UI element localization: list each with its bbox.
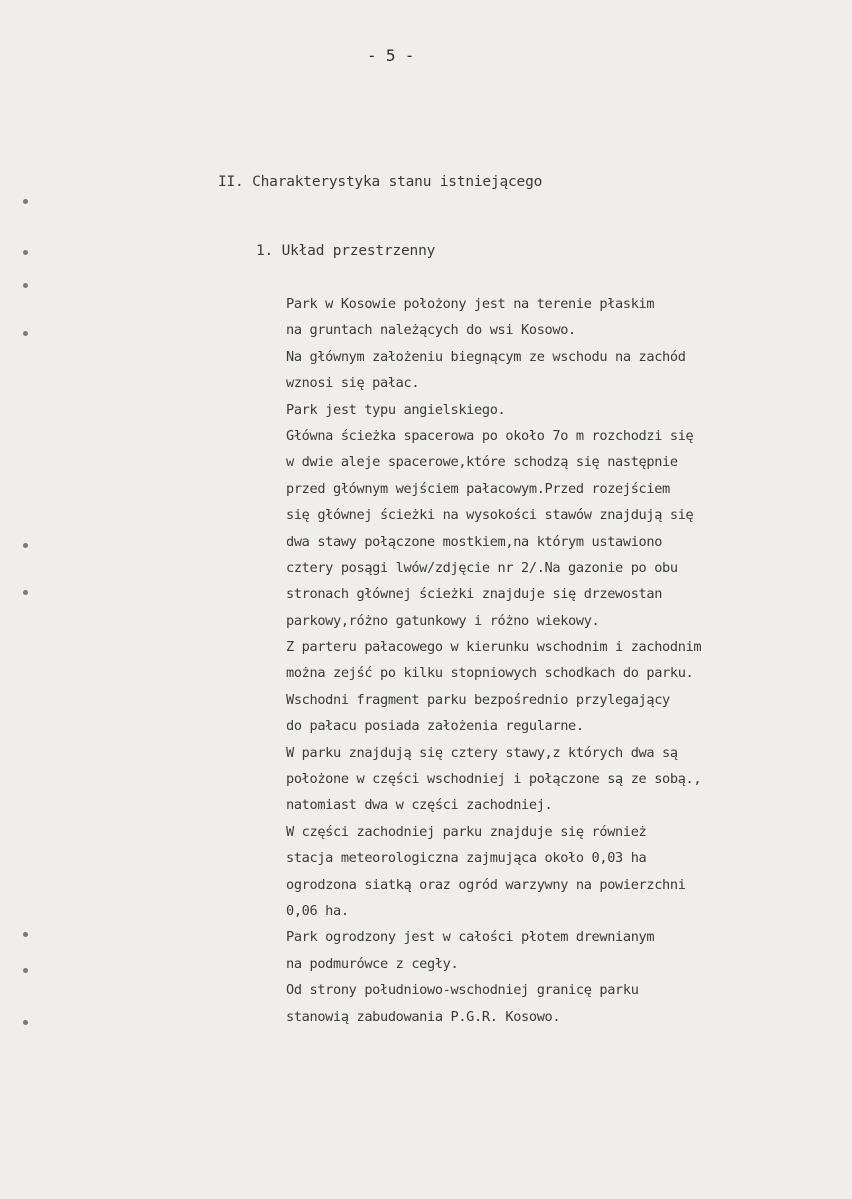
body-paragraph — [286, 291, 701, 1030]
text-line: W części zachodniej parku znajduje się również — [286, 823, 647, 840]
text-line: parkowy,różno gatunkowy i różno wiekowy. — [286, 612, 600, 629]
page-number: - 5 - — [367, 46, 415, 65]
text-line: natomiast dwa w części zachodniej. — [286, 797, 553, 814]
text-line: W parku znajdują się cztery stawy,z których dwa są — [286, 744, 678, 761]
text-line: na podmurówce z cegły. — [286, 955, 459, 972]
punch-mark — [23, 543, 28, 548]
text-line: cztery posągi lwów/zdjęcie nr 2/.Na gazonie po obu — [286, 559, 678, 576]
text-line: się głównej ścieżki na wysokości stawów znajdują się — [286, 507, 694, 524]
punch-mark — [23, 590, 28, 595]
text-line: Park jest typu angielskiego. — [286, 401, 506, 418]
text-line: na gruntach należących do wsi Kosowo. — [286, 322, 576, 339]
subsection-heading: 1. Układ przestrzenny — [256, 243, 436, 259]
text-line: wznosi się pałac. — [286, 375, 420, 392]
text-line: Na głównym założeniu biegnącym ze wschodu na zachód — [286, 348, 686, 365]
text-line: ogrodzona siatką oraz ogród warzywny na powierzchni — [286, 876, 686, 893]
text-line: stanowią zabudowania P.G.R. Kosowo. — [286, 1008, 561, 1025]
punch-mark — [23, 932, 28, 937]
punch-mark — [23, 199, 28, 204]
text-line: Park w Kosowie położony jest na terenie płaskim — [286, 296, 655, 312]
text-line: Park ogrodzony jest w całości płotem drewnianym — [286, 929, 655, 946]
punch-mark — [23, 250, 28, 255]
text-line: przed głównym wejściem pałacowym.Przed rozejściem — [286, 480, 670, 497]
text-line: stronach głównej ścieżki znajduje się drzewostan — [286, 586, 663, 603]
punch-mark — [23, 283, 28, 288]
text-line: Wschodni fragment parku bezpośrednio przylegający — [286, 691, 670, 708]
text-line: Główna ścieżka spacerowa po około 7o m rozchodzi się — [286, 427, 694, 444]
text-line: w dwie aleje spacerowe,które schodzą się następnie — [286, 454, 678, 471]
text-line: 0,06 ha. — [286, 902, 349, 919]
punch-mark — [23, 968, 28, 973]
text-line: położone w części wschodniej i połączone są ze sobą., — [286, 771, 702, 788]
punch-mark — [23, 1020, 28, 1025]
text-line: dwa stawy połączone mostkiem,na którym ustawiono — [286, 533, 663, 550]
text-line: Od strony południowo-wschodniej granicę parku — [286, 982, 639, 999]
text-line: Z parteru pałacowego w kierunku wschodnim i zachodnim — [286, 639, 702, 656]
text-line: do pałacu posiada założenia regularne. — [286, 718, 584, 735]
text-line: stacja meteorologiczna zajmująca około 0,03 ha — [286, 850, 647, 867]
punch-mark — [23, 331, 28, 336]
text-line: można zejść po kilku stopniowych schodkach do parku. — [286, 665, 694, 682]
section-heading: II. Charakterystyka stanu istniejącego — [218, 174, 543, 190]
